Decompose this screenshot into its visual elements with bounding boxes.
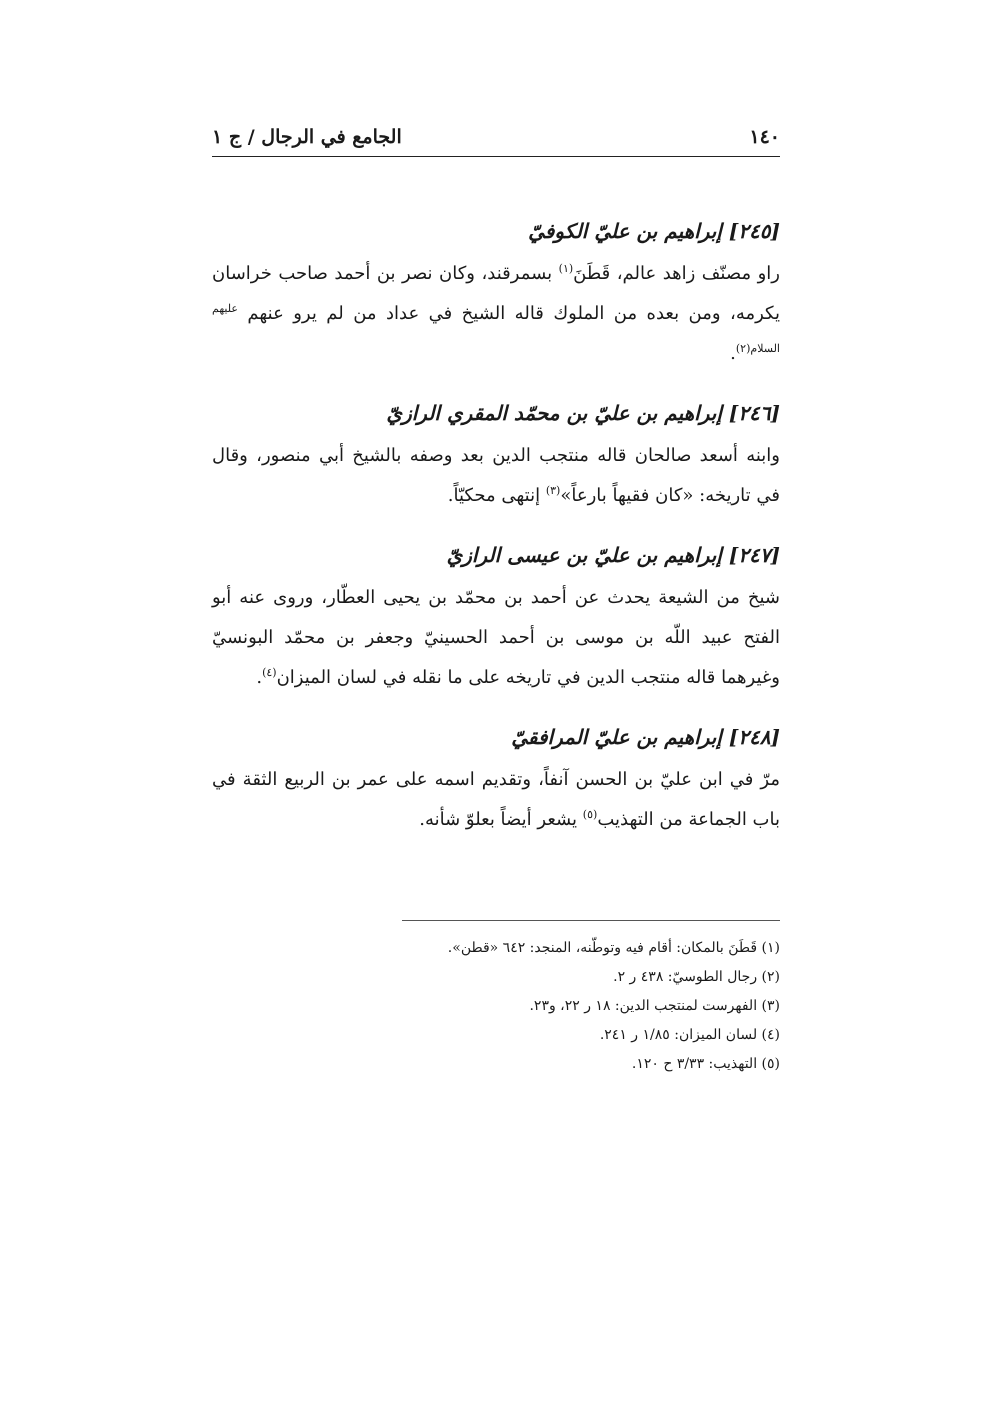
footnote-rule: [402, 920, 780, 921]
running-header: [212, 122, 780, 152]
body-text: .: [730, 343, 736, 364]
footnote-reference: (٥): [582, 808, 598, 821]
body-text: شيخ من الشيعة يحدث عن أحمد بن محمّد بن يحيى العطّار، وروى عنه أبو الفتح عبيد اللّه بن موسى بن أحمد الحسينيّ وجعفر بن محمّد البونسيّ وغيرهما قاله منتجب الدين في تاريخه على ما نقله في لسان الميزان: [212, 587, 780, 688]
entry: [212, 396, 780, 516]
page-number: ١٤٠: [749, 126, 780, 148]
header-rule: [212, 156, 780, 157]
entry-body: [212, 436, 780, 516]
footnote: (٥) التهذيب: ٣/٣٣ ح ١٢٠.: [631, 1056, 780, 1072]
footnote: (٣) الفهرست لمنتجب الدين: ١٨ ر ٢٢، و٢٣.: [529, 998, 780, 1014]
footnote: (١) قَطَنَ بالمكان: أقام فيه وتوطّنه، المنجد: ٦٤٢ «قطن».: [447, 940, 780, 956]
footnotes-list: [212, 934, 780, 1079]
entry-title: [٢٤٦] إبراهيم بن عليّ بن محمّد المقري الرازيّ: [386, 401, 780, 425]
body-text: يشعر أيضاً بعلوّ شأنه.: [419, 809, 583, 830]
entry: [212, 720, 780, 840]
entry-title: [٢٤٧] إبراهيم بن عليّ بن عيسى الرازيّ: [446, 543, 780, 567]
footnote: (٢) رجال الطوسيّ: ٤٣٨ ر ٢.: [613, 969, 780, 985]
entry: [212, 538, 780, 698]
book-title: الجامع في الرجال / ج ١: [212, 126, 402, 148]
body-text: راو مصنّف زاهد عالم، قَطَنَ: [573, 263, 780, 284]
body-text: مرّ في ابن عليّ بن الحسن آنفاً، وتقديم اسمه على عمر بن الربيع الثقة في باب الجماعة من التهذيب: [212, 769, 780, 830]
entry-title: [٢٤٨] إبراهيم بن عليّ المرافقيّ: [511, 725, 780, 749]
footnote-reference: (٢): [735, 342, 751, 355]
entry-body: [212, 578, 780, 698]
footnote-reference: (١): [558, 262, 574, 275]
footnote-reference: (٤): [262, 666, 277, 679]
entry-body: [212, 254, 780, 374]
body-text: .: [256, 667, 263, 688]
entries-list: [212, 214, 780, 862]
page: [212, 0, 780, 1403]
entry: [212, 214, 780, 374]
footnote: (٤) لسان الميزان: ١/٨٥ ر ٢٤١.: [599, 1027, 780, 1043]
honorific-glyph: عليهم السلام: [212, 302, 780, 355]
body-text: بسمرقند، وكان نصر بن أحمد صاحب خراسان يكرمه، ومن بعده من الملوك قاله الشيخ في عداد من لم يرو عنهم: [212, 263, 780, 324]
entry-title: [٢٤٥] إبراهيم بن عليّ الكوفيّ: [528, 219, 780, 243]
body-text: وابنه أسعد صالحان قاله منتجب الدين بعد وصفه بالشيخ أبي منصور، وقال في تاريخه: «كان فقيهاً بارعاً»: [212, 445, 780, 506]
entry-body: [212, 760, 780, 840]
footnote-reference: (٣): [545, 484, 561, 497]
body-text: إنتهى محكيّاً.: [447, 485, 546, 506]
